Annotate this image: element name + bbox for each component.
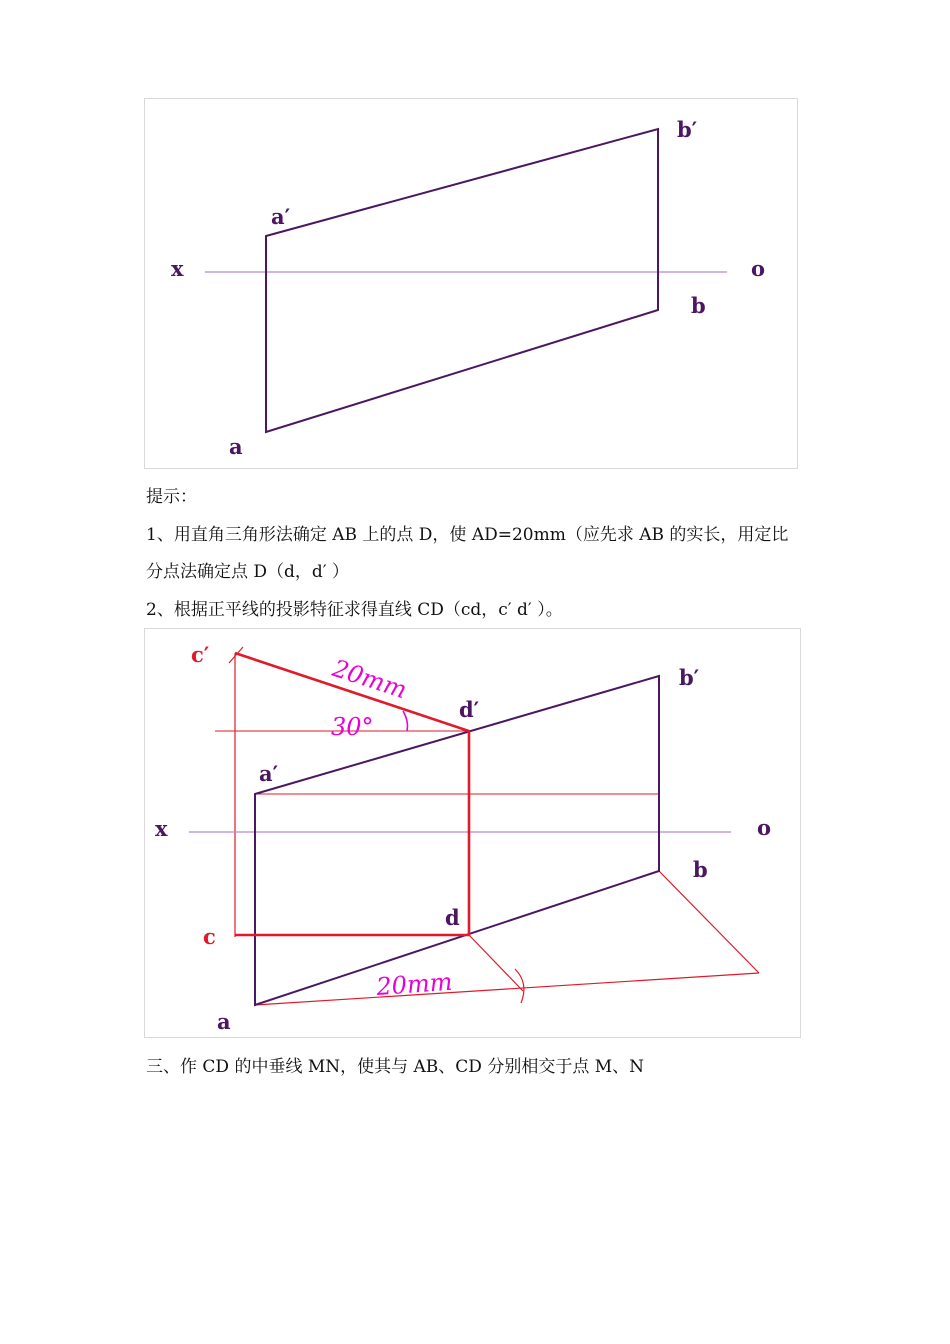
ab-projection-outline — [255, 676, 659, 1005]
annotation-20mm-top: 20mm — [329, 654, 411, 705]
label-a: a — [229, 434, 243, 459]
label-a-prime: a′ — [259, 761, 279, 786]
label-c-prime: c′ — [191, 642, 210, 667]
label-a-prime: a′ — [271, 204, 291, 229]
construction-d-link — [469, 935, 523, 991]
label-d: d — [445, 905, 460, 930]
annotation-20mm-bottom: 20mm — [375, 967, 454, 1001]
figure-solution-cd — [144, 628, 801, 1038]
ab-projection-outline — [266, 129, 658, 432]
hint-title: 提示： — [146, 487, 197, 507]
label-o: o — [751, 256, 766, 281]
label-c: c — [203, 924, 216, 949]
label-b: b — [693, 857, 708, 882]
figure-projection-ab — [144, 98, 798, 469]
projection-diagram-1 — [145, 99, 797, 468]
label-o: o — [757, 815, 772, 840]
label-b-prime: b′ — [679, 665, 700, 690]
angle-arc-30 — [403, 711, 408, 731]
label-x: x — [155, 816, 168, 841]
label-b: b — [691, 293, 706, 318]
construction-ray-a — [255, 973, 759, 1005]
label-a: a — [217, 1009, 231, 1034]
hint-step-2: 2、根据正平线的投影特征求得直线 CD（cd，c′ d′ ）。 — [146, 600, 563, 620]
construction-arc-mark — [515, 969, 524, 1003]
section-3-text: 三、作 CD 的中垂线 MN，使其与 AB、CD 分别相交于点 M、N — [146, 1057, 645, 1077]
construction-b-link — [659, 871, 759, 973]
hint-step-1-line-2: 分点法确定点 D（d，d′ ） — [146, 562, 350, 582]
hint-step-1-line-1: 1、用直角三角形法确定 AB 上的点 D，使 AD=20mm（应先求 AB 的实长，用定比 — [146, 525, 789, 545]
projection-diagram-2 — [145, 629, 800, 1037]
annotation-30-degrees: 30° — [331, 713, 374, 741]
label-d-prime: d′ — [459, 697, 480, 722]
label-x: x — [171, 256, 184, 281]
label-b-prime: b′ — [677, 117, 698, 142]
